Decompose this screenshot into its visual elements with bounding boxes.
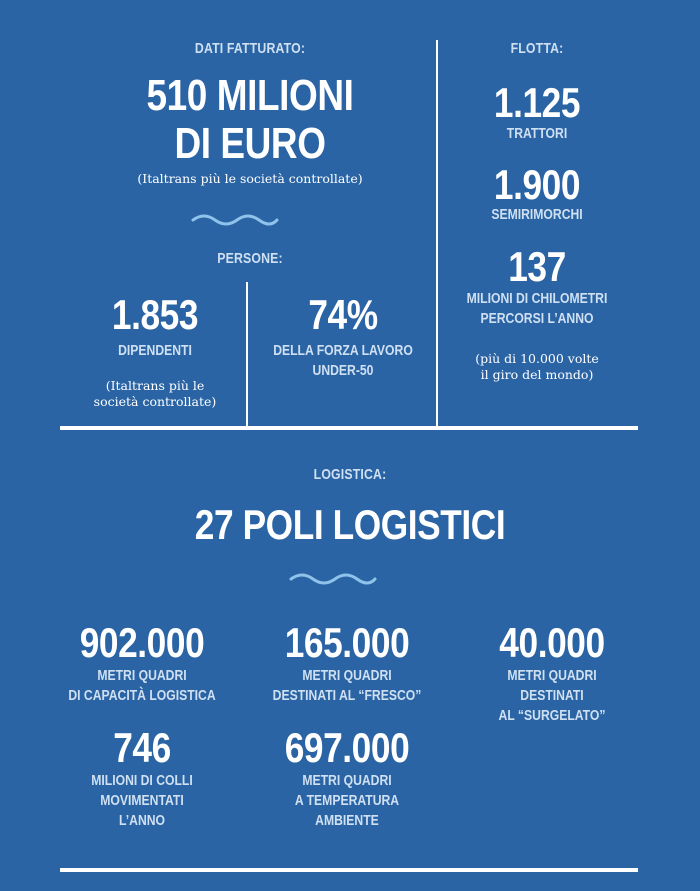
- bottom-divider: [60, 868, 638, 872]
- stat-value: 902.000: [79, 619, 205, 666]
- employees-note: (Italtrans più le società controllate): [93, 378, 217, 409]
- stat-caption: MILIONI DI COLLI MOVIMENTATI L’ANNO: [91, 773, 193, 829]
- km-note: (più di 10.000 volte il giro del mondo): [475, 351, 599, 382]
- wave-divider-icon: [288, 569, 378, 587]
- employees-value: 1.853: [111, 291, 199, 338]
- trailers-caption: SEMIRIMORCHI: [491, 207, 583, 223]
- stat-caption: METRI QUADRI DESTINATI AL “FRESCO”: [272, 668, 422, 704]
- people-divider: [246, 282, 248, 426]
- logistics-label: LOGISTICA:: [313, 466, 387, 483]
- stat-value: 40.000: [499, 619, 605, 666]
- tractors-caption: TRATTORI: [506, 126, 568, 142]
- wave-divider-icon: [190, 210, 280, 228]
- revenue-label: DATI FATTURATO:: [194, 40, 306, 57]
- revenue-note: (Italtrans più le società controllate): [137, 171, 363, 186]
- stat-value: 697.000: [284, 724, 410, 771]
- employees-caption: DIPENDENTI: [118, 343, 192, 359]
- km-value: 137: [508, 243, 566, 290]
- stat-value: 746: [113, 724, 171, 771]
- stat-caption: METRI QUADRI DESTINATI AL “SURGELATO”: [498, 668, 606, 724]
- stat-caption: METRI QUADRI DI CAPACITÀ LOGISTICA: [68, 668, 216, 704]
- logistics-headline: 27 POLI LOGISTICI: [194, 501, 506, 548]
- fleet-label: FLOTTA:: [510, 40, 564, 57]
- trailers-value: 1.900: [493, 161, 581, 208]
- stat-caption: METRI QUADRI A TEMPERATURA AMBIENTE: [294, 773, 400, 829]
- under50-value: 74%: [308, 291, 378, 338]
- tractors-value: 1.125: [493, 79, 581, 126]
- under50-caption: DELLA FORZA LAVORO UNDER-50: [273, 343, 413, 379]
- section-divider: [60, 426, 638, 430]
- revenue-value: 510 MILIONI DI EURO: [146, 71, 354, 168]
- people-label: PERSONE:: [217, 250, 283, 267]
- stat-value: 165.000: [284, 619, 410, 666]
- km-caption: MILIONI DI CHILOMETRI PERCORSI L’ANNO: [466, 291, 608, 327]
